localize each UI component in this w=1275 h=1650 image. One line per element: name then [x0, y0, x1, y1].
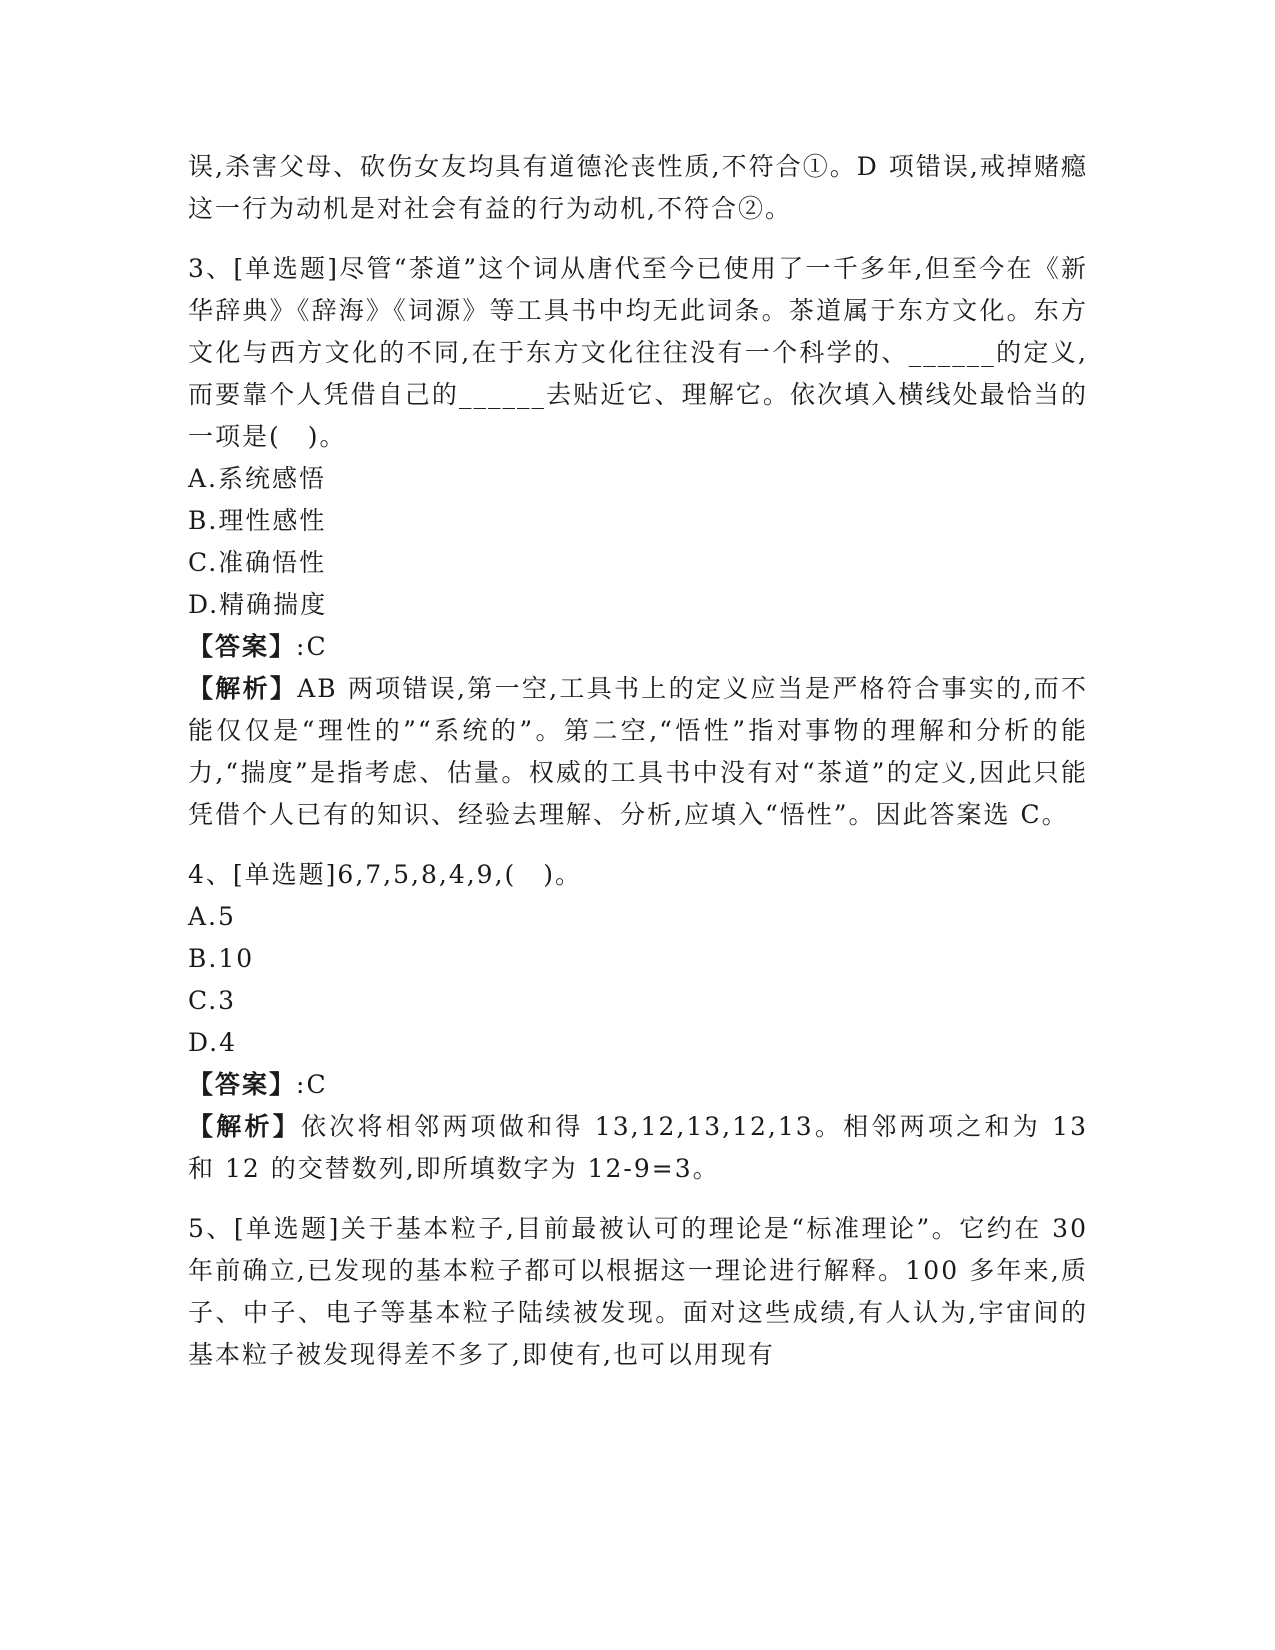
question-3-option-a: A.系统感悟: [188, 464, 327, 493]
question-4-stem: 4、[单选题]6,7,5,8,4,9,( )。: [188, 860, 583, 889]
question-4-option-c: C.3: [188, 986, 237, 1015]
answer-value: :C: [296, 632, 328, 661]
answer-value: :C: [296, 1070, 328, 1099]
explanation-text: 依次将相邻两项做和得 13,12,13,12,13。相邻两项之和为 13 和 12 的交替数列,即所填数字为 12-9=3。: [188, 1112, 1088, 1183]
question-5: [188, 1208, 1088, 1376]
question-3-answer: [188, 626, 1088, 668]
answer-label: 【答案】: [188, 1070, 297, 1099]
answer-label: 【答案】: [188, 632, 297, 661]
question-3-option-c: C.准确悟性: [188, 548, 327, 577]
document-content: [188, 146, 1088, 1376]
prev-explanation-tail: 误,杀害父母、砍伤女友均具有道德沦丧性质,不符合①。D 项错误,戒掉赌瘾这一行为动机是对社会有益的行为动机,不符合②。: [188, 152, 1088, 223]
question-4: [188, 854, 1088, 1190]
explanation-label: 【解析】: [188, 1112, 302, 1141]
question-3-option-d: D.精确揣度: [188, 590, 328, 619]
explanation-label: 【解析】: [188, 674, 298, 703]
question-3-explanation: [188, 668, 1088, 836]
question-4-option-d: D.4: [188, 1028, 238, 1057]
question-4-option-b: B.10: [188, 944, 255, 973]
question-3: [188, 248, 1088, 836]
question-4-explanation: [188, 1106, 1088, 1190]
explanation-text: AB 两项错误,第一空,工具书上的定义应当是严格符合事实的,而不能仅仅是“理性的”“系统的”。第二空,“悟性”指对事物的理解和分析的能力,“揣度”是指考虑、估量。权威的工具书中没有对“茶道”的定义,因此只能凭借个人已有的知识、经验去理解、分析,应填入“悟性”。因此答案选 C。: [188, 674, 1088, 829]
question-4-option-a: A.5: [188, 902, 236, 931]
question-5-stem: 5、[单选题]关于基本粒子,目前最被认可的理论是“标准理论”。它约在 30 年前确立,已发现的基本粒子都可以根据这一理论进行解释。100 多年来,质子、中子、电子等基本粒子陆续被发现。面对这些成绩,有人认为,宇宙间的基本粒子被发现得差不多了,即使有,也可以用现有: [188, 1214, 1088, 1369]
question-3-stem: 3、[单选题]尽管“茶道”这个词从唐代至今已使用了一千多年,但至今在《新华辞典》《辞海》《词源》等工具书中均无此词条。茶道属于东方文化。东方文化与西方文化的不同,在于东方文化往往没有一个科学的、______的定义,而要靠个人凭借自己的______去贴近它、理解它。依次填入横线处最恰当的一项是( )。: [188, 254, 1088, 451]
question-4-answer: [188, 1064, 1088, 1106]
question-3-option-b: B.理性感性: [188, 506, 327, 535]
